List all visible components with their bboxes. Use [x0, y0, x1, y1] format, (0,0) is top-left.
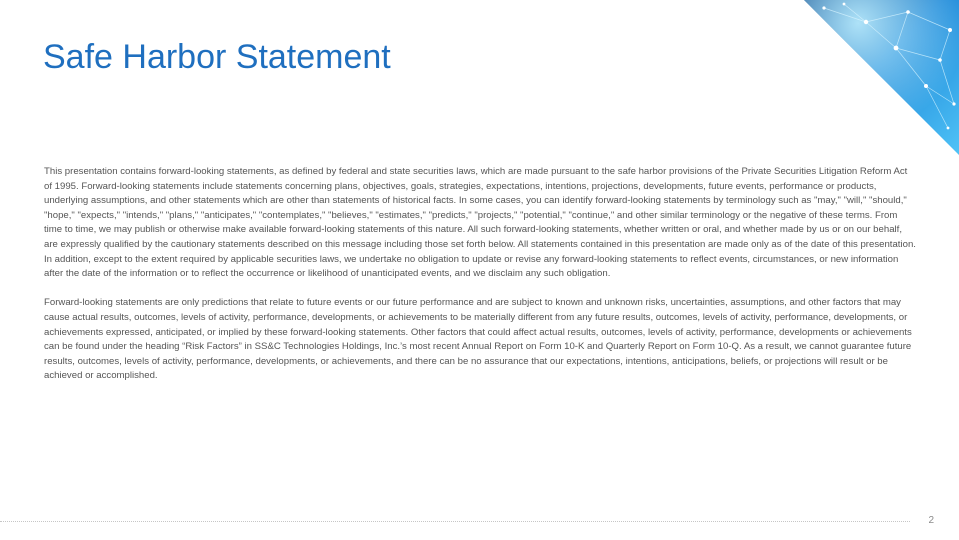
network-graphic [804, 0, 959, 155]
footer-divider [0, 521, 910, 522]
slide-title: Safe Harbor Statement [43, 38, 391, 76]
body-paragraph-1: This presentation contains forward-looking statements, as defined by federal and state securities laws, which are made pursuant to the safe harbor provisions of the Private Securities Litigation Reform Act of 1995. Forward-looking statements include statements concerning plans, objectives, goals, strategies, expectations, intentions, projections, developments, future events, performance or products, underlying assumptions, and other statements which are other than statements of historical facts. In some cases, you can identify forward-looking statements by terminology such as "may," "will," "should," "hope," "expects," "intends," "plans," "anticipates," "contemplates," "believes," "estimates," "predicts," "projects," "potential," "continue," and other similar terminology or the negative of these terms. From time to time, we may publish or otherwise make available forward-looking statements of this nature. All such forward-looking statements, whether written or oral, and whether made by us or on our behalf, are expressly qualified by the cautionary statements described on this message including those set forth below. All statements contained in this presentation are made only as of the date of this presentation. In addition, except to the extent required by applicable securities laws, we undertake no obligation to update or revise any forward-looking statements to reflect events, circumstances, or new information after the date of the information or to reflect the occurrence or likelihood of unanticipated events, and we disclaim any such obligation. [44, 166, 916, 280]
safe-harbor-body [44, 165, 916, 399]
page-number: 2 [928, 515, 934, 526]
body-paragraph-2: Forward-looking statements are only predictions that relate to future events or our future performance and are subject to known and unknown risks, uncertainties, assumptions, and other factors that may cause actual results, outcomes, levels of activity, performance, developments, or achievements to be materially different from any future results, outcomes, levels of activity, performance, developments, or achievements expressed, anticipated, or implied by these forward-looking statements. Other factors that could affect actual results, outcomes, levels of activity, performance, developments or achievements can be found under the heading “Risk Factors” in SS&C Technologies Holdings, Inc.’s most recent Annual Report on Form 10-K and Quarterly Report on Form 10-Q. As a result, we cannot guarantee future results, outcomes, levels of activity, performance, developments, or achievements, and there can be no assurance that our expectations, intentions, anticipations, beliefs, or projections will result or be achieved or accomplished. [44, 297, 912, 382]
